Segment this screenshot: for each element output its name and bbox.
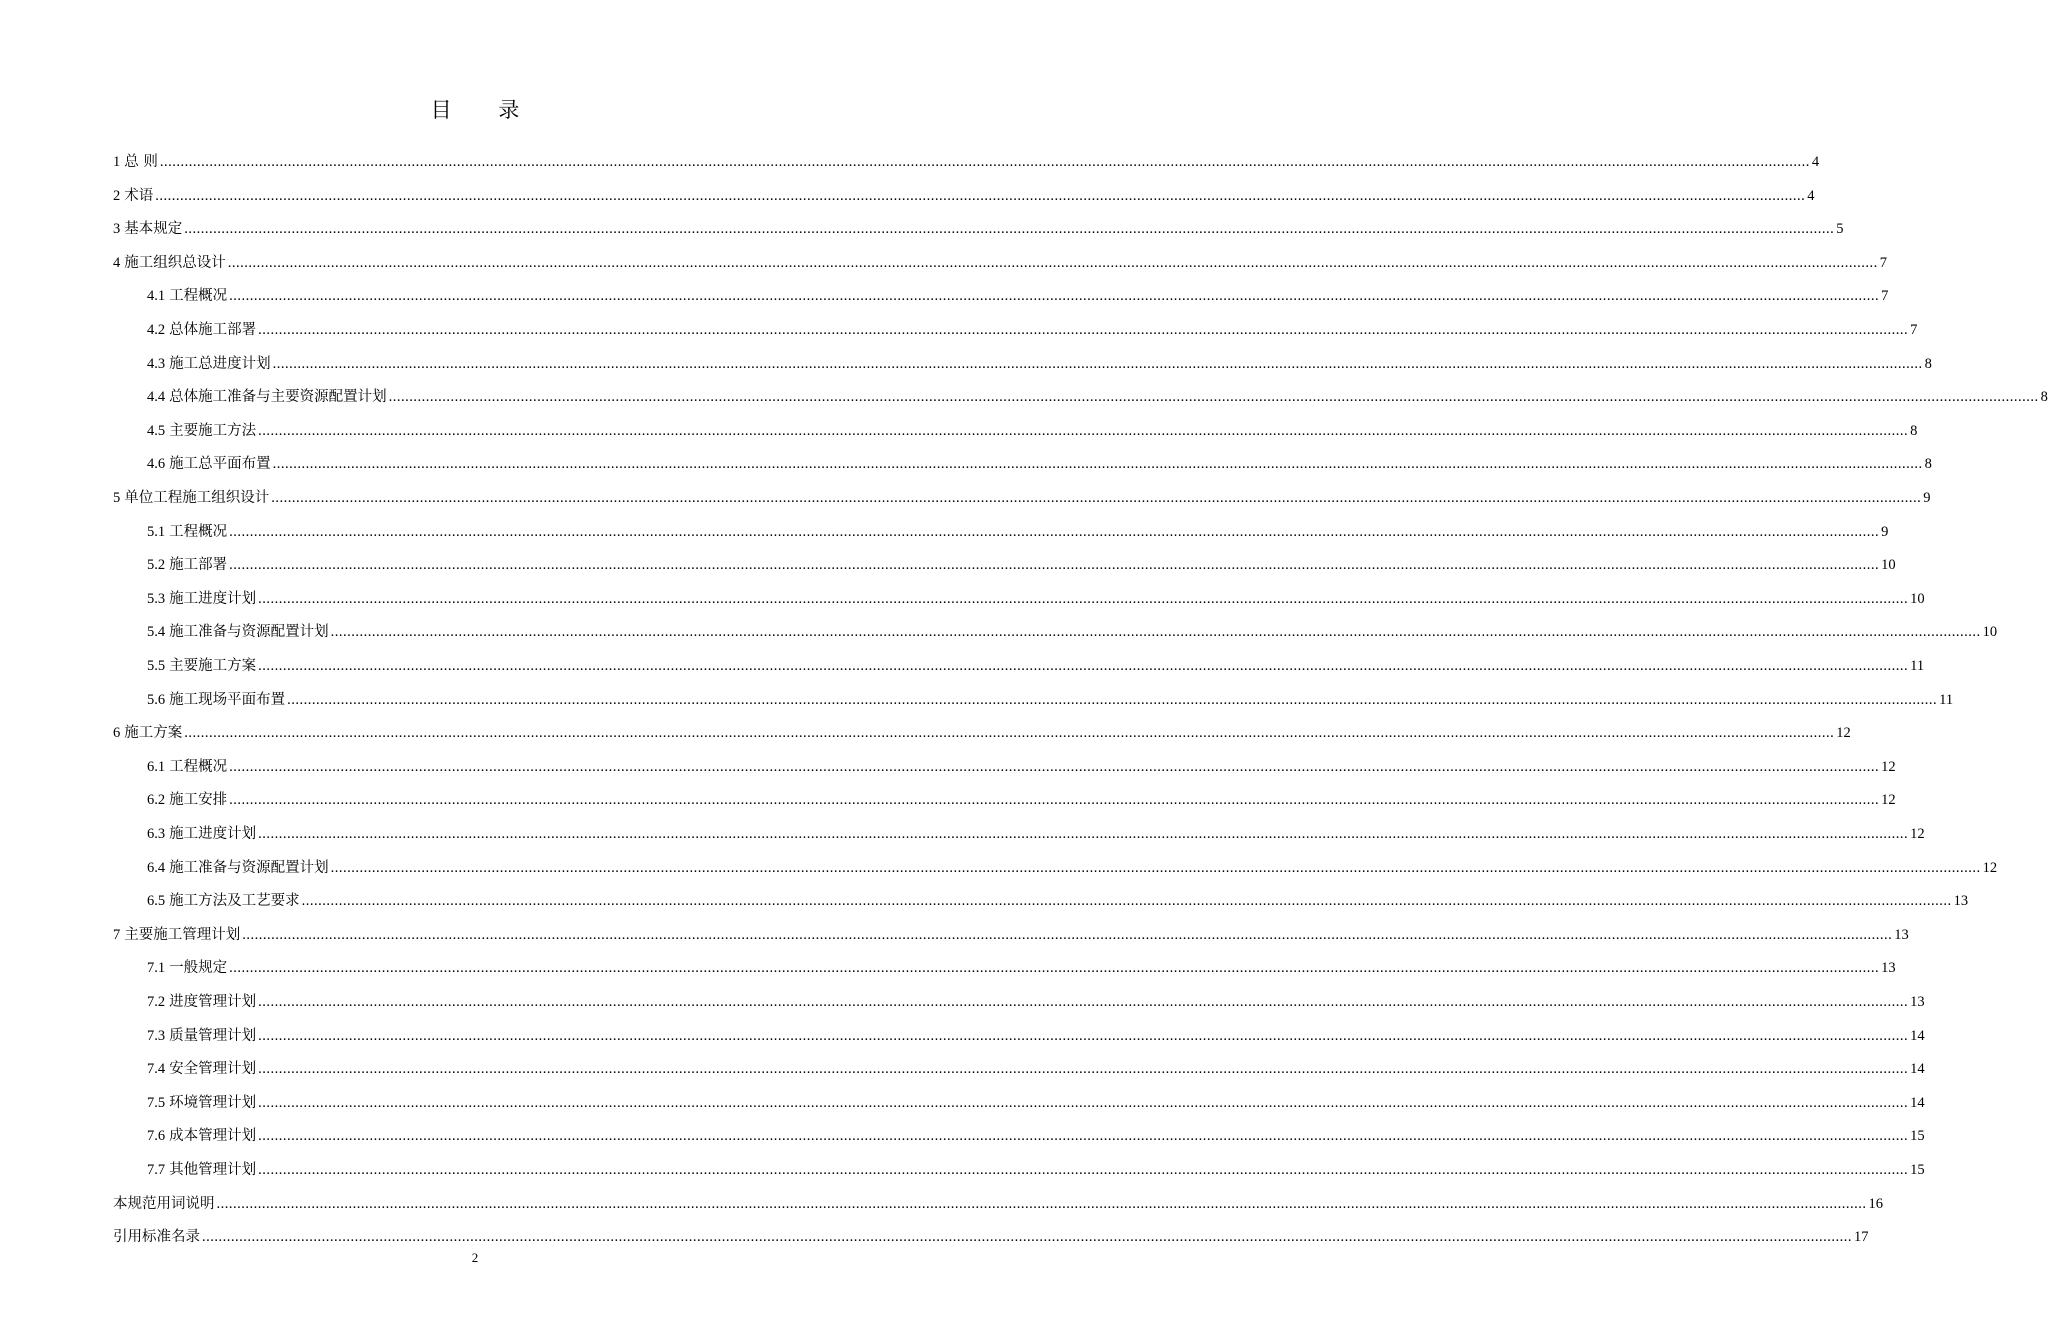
toc-entry-label: 主要施工方法 (169, 423, 257, 439)
toc-entry-number: 6.4 (147, 860, 166, 876)
toc-entry-number: 5.3 (147, 591, 166, 607)
toc-entry-leader: ................................................................................................................................................................................................................................................................................................................................................................................................................ (258, 1061, 1909, 1077)
toc-entry[interactable] (147, 518, 1889, 542)
toc-entry-label: 总体施工准备与主要资源配置计划 (169, 389, 387, 405)
toc-entry-page: 11 (1939, 692, 1954, 708)
toc-entry-label: 主要施工管理计划 (124, 927, 241, 943)
toc-entry[interactable] (147, 585, 1925, 609)
toc-entry-leader: ................................................................................................................................................................................................................................................................................................................................................................................................................ (258, 1162, 1909, 1178)
toc-entry-leader: ................................................................................................................................................................................................................................................................................................................................................................................................................ (272, 456, 1923, 472)
toc-entry-page: 14 (1910, 1095, 1925, 1111)
toc-entry[interactable] (113, 249, 1887, 273)
toc-entry-leader: ................................................................................................................................................................................................................................................................................................................................................................................................................ (287, 692, 1938, 708)
toc-entry-leader: ................................................................................................................................................................................................................................................................................................................................................................................................................ (258, 591, 1909, 607)
toc-entry[interactable] (147, 383, 2048, 407)
toc-entry-label: 施工准备与资源配置计划 (169, 860, 329, 876)
toc-entry-number: 4.6 (147, 456, 166, 472)
toc-entry-leader: ................................................................................................................................................................................................................................................................................................................................................................................................................ (301, 893, 1952, 909)
toc-entry-label: 质量管理计划 (169, 1028, 257, 1044)
toc-entry[interactable] (147, 988, 1925, 1012)
toc-entry[interactable] (147, 1022, 1925, 1046)
toc-entry-page: 13 (1881, 960, 1896, 976)
toc-entry-label: 主要施工方案 (169, 658, 257, 674)
toc-entry-label: 施工现场平面布置 (169, 692, 286, 708)
toc-entry-leader: ................................................................................................................................................................................................................................................................................................................................................................................................................ (184, 221, 1835, 237)
toc-entry-page: 8 (2040, 389, 2048, 405)
toc-entry-leader: ................................................................................................................................................................................................................................................................................................................................................................................................................ (229, 792, 1880, 808)
toc-entry-label: 术语 (124, 188, 154, 204)
toc-entry-leader: ................................................................................................................................................................................................................................................................................................................................................................................................................ (272, 356, 1923, 372)
toc-entry[interactable] (147, 450, 1932, 474)
toc-entry-page: 5 (1836, 221, 1844, 237)
toc-entry-page: 13 (1910, 994, 1925, 1010)
toc-entry-number: 7 (113, 927, 121, 943)
toc-entry-page: 8 (1910, 423, 1918, 439)
toc-entry-leader: ................................................................................................................................................................................................................................................................................................................................................................................................................ (258, 423, 1909, 439)
toc-entry-leader: ................................................................................................................................................................................................................................................................................................................................................................................................................ (271, 490, 1922, 506)
toc-entry-page: 10 (1910, 591, 1925, 607)
toc-entry-number: 7.5 (147, 1095, 166, 1111)
toc-entry-page: 7 (1879, 255, 1887, 271)
toc-entry[interactable] (147, 350, 1932, 374)
toc-entry[interactable] (147, 820, 1925, 844)
toc-entry-leader: ................................................................................................................................................................................................................................................................................................................................................................................................................ (184, 725, 1835, 741)
toc-entry-leader: ................................................................................................................................................................................................................................................................................................................................................................................................................ (258, 322, 1909, 338)
toc-entry-label: 环境管理计划 (169, 1095, 257, 1111)
toc-entry-number: 5.5 (147, 658, 166, 674)
toc-entry[interactable] (113, 215, 1844, 239)
toc-entry-page: 17 (1854, 1229, 1869, 1245)
toc-entry-page: 12 (1881, 759, 1896, 775)
toc-entry-number: 4.5 (147, 423, 166, 439)
toc-entry-label: 成本管理计划 (169, 1128, 257, 1144)
toc-entry[interactable] (113, 484, 1931, 508)
toc-entry-number: 7.2 (147, 994, 166, 1010)
toc-entry[interactable] (147, 316, 1918, 340)
toc-entry-number: 5.6 (147, 692, 166, 708)
toc-entry-leader: ................................................................................................................................................................................................................................................................................................................................................................................................................ (229, 759, 1880, 775)
toc-entry[interactable] (147, 753, 1896, 777)
toc-entry-page: 12 (1836, 725, 1851, 741)
toc-entry[interactable] (147, 417, 1918, 441)
toc-entry-label: 其他管理计划 (169, 1162, 257, 1178)
toc-entry[interactable] (147, 1089, 1925, 1113)
toc-entry-leader: ................................................................................................................................................................................................................................................................................................................................................................................................................ (202, 1229, 1852, 1245)
toc-entry-number: 7.6 (147, 1128, 166, 1144)
toc-entry[interactable] (147, 1055, 1925, 1079)
toc-entry[interactable] (147, 652, 1925, 676)
toc-entry-leader: ................................................................................................................................................................................................................................................................................................................................................................................................................ (216, 1196, 1867, 1212)
toc-entry-label: 安全管理计划 (169, 1061, 257, 1077)
toc-entry[interactable] (147, 1122, 1925, 1146)
toc-entry-leader: ................................................................................................................................................................................................................................................................................................................................................................................................................ (258, 658, 1909, 674)
toc-entry-label: 施工总平面布置 (169, 456, 271, 472)
toc-entry-label: 工程概况 (169, 759, 228, 775)
toc-entry-number: 6.3 (147, 826, 166, 842)
toc-entry-page: 9 (1881, 524, 1889, 540)
toc-entry-leader: ................................................................................................................................................................................................................................................................................................................................................................................................................ (258, 1128, 1909, 1144)
toc-entry[interactable] (113, 182, 1815, 206)
toc-entry-leader: ................................................................................................................................................................................................................................................................................................................................................................................................................ (388, 389, 2039, 405)
toc-entry-number: 4.2 (147, 322, 166, 338)
toc-entry-leader: ................................................................................................................................................................................................................................................................................................................................................................................................................ (159, 154, 1810, 170)
toc-entry-label: 总 则 (124, 154, 158, 170)
toc-entry[interactable] (113, 148, 1820, 172)
toc-entry-label: 工程概况 (169, 288, 228, 304)
toc-entry-label: 施工方案 (124, 725, 183, 741)
toc-entry-leader: ................................................................................................................................................................................................................................................................................................................................................................................................................ (227, 255, 1878, 271)
toc-entry[interactable] (113, 1190, 1883, 1214)
toc-entry-page: 4 (1807, 188, 1815, 204)
toc-entry-page: 12 (1910, 826, 1925, 842)
toc-entry-label: 总体施工部署 (169, 322, 257, 338)
toc-entry-label: 施工方法及工艺要求 (169, 893, 300, 909)
toc-entry[interactable] (147, 618, 1998, 642)
toc-entry-leader: ................................................................................................................................................................................................................................................................................................................................................................................................................ (229, 960, 1880, 976)
toc-entry-page: 12 (1982, 860, 1998, 876)
toc-entry-number: 3 (113, 221, 121, 237)
toc-entry-label: 施工组织总设计 (124, 255, 226, 271)
toc-entry-number: 6 (113, 725, 121, 741)
toc-entry-page: 10 (1982, 624, 1998, 640)
toc-entry-leader: ................................................................................................................................................................................................................................................................................................................................................................................................................ (258, 1028, 1909, 1044)
toc-entry-label: 基本规定 (124, 221, 183, 237)
toc-entry-leader: ................................................................................................................................................................................................................................................................................................................................................................................................................ (155, 188, 1806, 204)
toc-entry[interactable] (147, 282, 1889, 306)
toc-entry[interactable] (113, 921, 1909, 945)
toc-entry-label: 本规范用词说明 (113, 1196, 215, 1212)
toc-entry-number: 5 (113, 490, 121, 506)
toc-entry-label: 施工总进度计划 (169, 356, 271, 372)
toc-entry-number: 7.1 (147, 960, 166, 976)
toc-entry-page: 14 (1910, 1061, 1925, 1077)
toc-entry-page: 13 (1953, 893, 1969, 909)
toc-entry-page: 14 (1910, 1028, 1925, 1044)
toc-entry-label: 工程概况 (169, 524, 228, 540)
toc-entry-number: 7.4 (147, 1061, 166, 1077)
toc-entry-number: 4.1 (147, 288, 166, 304)
toc-entry-page: 15 (1910, 1128, 1925, 1144)
toc-entry-number: 6.5 (147, 893, 166, 909)
toc-entry-page: 13 (1894, 927, 1909, 943)
toc-entry[interactable] (147, 887, 1969, 911)
toc-entry-number: 4.4 (147, 389, 166, 405)
toc-entry-page: 11 (1910, 658, 1925, 674)
toc-entry-label: 一般规定 (169, 960, 228, 976)
toc-entry-leader: ................................................................................................................................................................................................................................................................................................................................................................................................................ (330, 624, 1981, 640)
toc-entry[interactable] (147, 786, 1896, 810)
toc-entry-leader: ................................................................................................................................................................................................................................................................................................................................................................................................................ (229, 557, 1880, 573)
toc-entry-page: 12 (1881, 792, 1896, 808)
toc-entry-number: 4 (113, 255, 121, 271)
toc-entry-number: 5.2 (147, 557, 166, 573)
toc-entry-leader: ................................................................................................................................................................................................................................................................................................................................................................................................................ (330, 860, 1981, 876)
page-number: 2 (471, 1250, 479, 1265)
toc-entry-number: 6.2 (147, 792, 166, 808)
toc-entry-number: 7.3 (147, 1028, 166, 1044)
toc-entry-number: 4.3 (147, 356, 166, 372)
toc-entry-number: 5.1 (147, 524, 166, 540)
toc-entry-number: 2 (113, 188, 121, 204)
toc-entry-page: 9 (1923, 490, 1931, 506)
toc-entry-label: 施工部署 (169, 557, 228, 573)
toc-entry-number: 1 (113, 154, 121, 170)
toc-entry-page: 15 (1910, 1162, 1925, 1178)
toc-entry-page: 16 (1868, 1196, 1883, 1212)
toc-entry-label: 施工进度计划 (169, 826, 257, 842)
toc-entry-number: 6.1 (147, 759, 166, 775)
page-title: 目 录 (430, 98, 540, 122)
toc-entry-leader: ................................................................................................................................................................................................................................................................................................................................................................................................................ (258, 994, 1909, 1010)
toc-entry-label: 施工进度计划 (169, 591, 257, 607)
toc-entry-label: 进度管理计划 (169, 994, 257, 1010)
toc-entry[interactable] (147, 1156, 1925, 1180)
toc-entry[interactable] (113, 1223, 1869, 1247)
toc-entry-page: 7 (1881, 288, 1889, 304)
toc-entry-leader: ................................................................................................................................................................................................................................................................................................................................................................................................................ (229, 524, 1880, 540)
toc-entry-leader: ................................................................................................................................................................................................................................................................................................................................................................................................................ (242, 927, 1893, 943)
toc-entry-number: 5.4 (147, 624, 166, 640)
toc-entry-number: 7.7 (147, 1162, 166, 1178)
toc-entry-page: 8 (1924, 356, 1932, 372)
toc-entry-label: 单位工程施工组织设计 (124, 490, 270, 506)
toc-entry-label: 施工准备与资源配置计划 (169, 624, 329, 640)
toc-entry[interactable] (147, 686, 1954, 710)
toc-entry-leader: ................................................................................................................................................................................................................................................................................................................................................................................................................ (229, 288, 1880, 304)
toc-entry[interactable] (147, 551, 1896, 575)
toc-entry-leader: ................................................................................................................................................................................................................................................................................................................................................................................................................ (258, 826, 1909, 842)
toc-entry-label: 施工安排 (169, 792, 228, 808)
toc-entry-page: 7 (1910, 322, 1918, 338)
toc-entry-leader: ................................................................................................................................................................................................................................................................................................................................................................................................................ (258, 1095, 1909, 1111)
toc-entry-label: 引用标准名录 (113, 1229, 200, 1245)
toc-entry-page: 8 (1924, 456, 1932, 472)
toc-entry[interactable] (147, 954, 1896, 978)
toc-entry[interactable] (113, 719, 1851, 743)
toc-entry-page: 10 (1881, 557, 1896, 573)
toc-entry[interactable] (147, 854, 1998, 878)
toc-entry-page: 4 (1811, 154, 1820, 170)
